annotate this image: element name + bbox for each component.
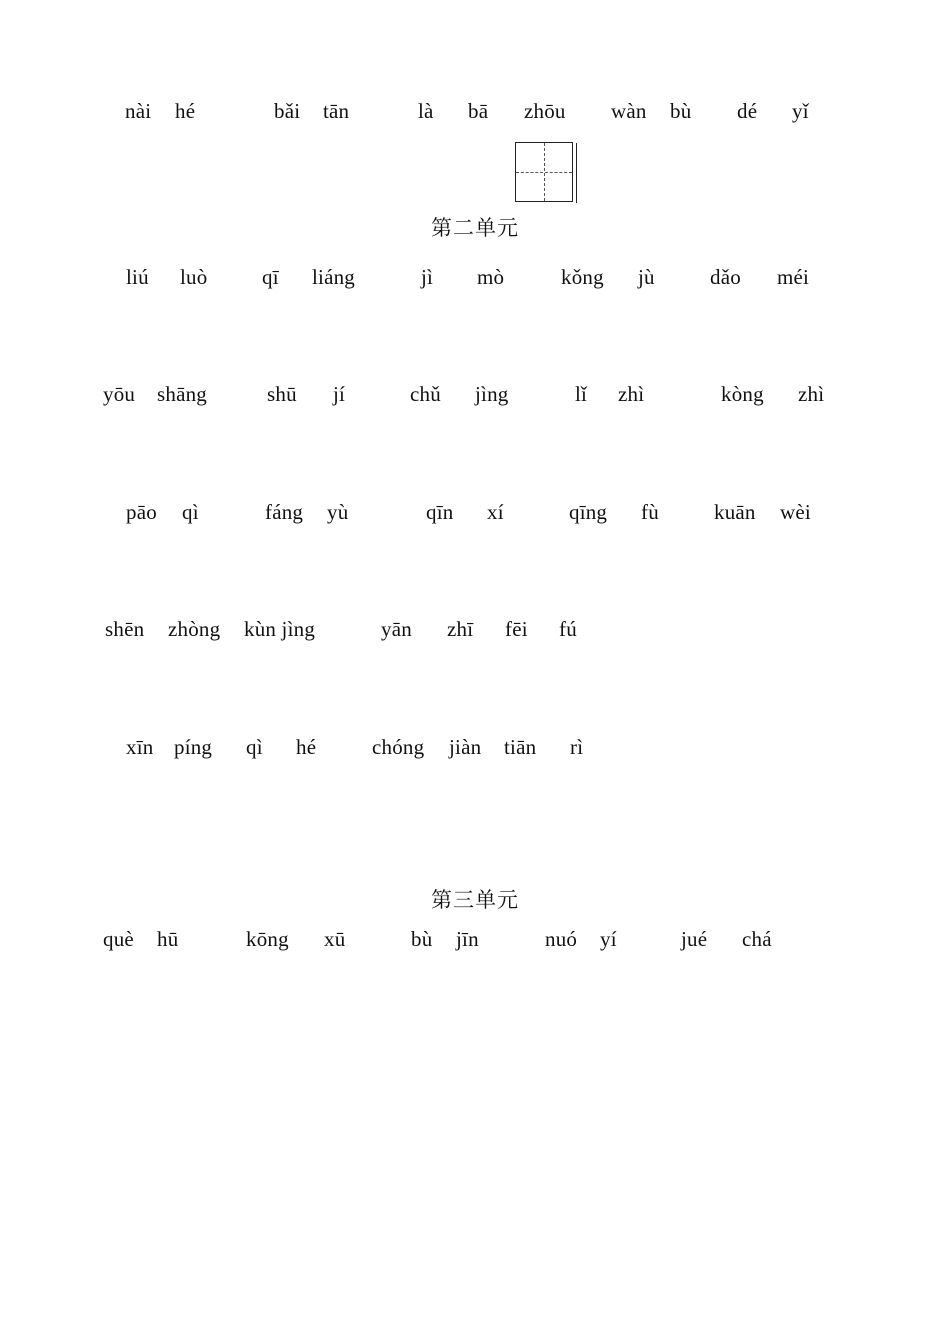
pinyin-word: fù: [641, 500, 659, 524]
pinyin-word: zhòng: [168, 617, 221, 641]
pinyin-word: kōng: [246, 927, 289, 951]
pinyin-word: dǎo: [710, 265, 741, 289]
pinyin-word: wàn: [611, 99, 647, 123]
writing-grid-box: [515, 142, 573, 202]
unit-three-heading: 第三单元: [431, 888, 519, 912]
pinyin-word: yù: [327, 500, 349, 524]
pinyin-word: hé: [296, 735, 317, 759]
pinyin-word: fú: [559, 617, 577, 641]
pinyin-word: dé: [737, 99, 758, 123]
pinyin-word: bǎi: [274, 99, 301, 123]
grid-edge-line: [576, 143, 577, 203]
pinyin-word: chǔ: [410, 382, 441, 406]
pinyin-word: fēi: [505, 617, 528, 641]
pinyin-word: bā: [468, 99, 489, 123]
pinyin-word: méi: [777, 265, 810, 289]
pinyin-word: qī: [262, 265, 279, 289]
pinyin-word: kǒng: [561, 265, 604, 289]
pinyin-word: shēn: [105, 617, 145, 641]
pinyin-word: zhì: [618, 382, 645, 406]
pinyin-word: lǐ: [575, 382, 588, 406]
pinyin-word: píng: [174, 735, 213, 759]
pinyin-word: xīn: [126, 735, 154, 759]
pinyin-word: yān: [381, 617, 412, 641]
pinyin-word: hū: [157, 927, 179, 951]
pinyin-word: shāng: [157, 382, 207, 406]
pinyin-word: zhì: [798, 382, 825, 406]
pinyin-word: là: [418, 99, 434, 123]
pinyin-word: qīng: [569, 500, 608, 524]
pinyin-word: wèi: [780, 500, 811, 524]
pinyin-word: yǐ: [792, 99, 809, 123]
pinyin-word: jìng: [475, 382, 509, 406]
pinyin-word: tān: [323, 99, 350, 123]
pinyin-word: fáng: [265, 500, 304, 524]
pinyin-word: liáng: [312, 265, 355, 289]
pinyin-word: jù: [638, 265, 655, 289]
pinyin-word: què: [103, 927, 134, 951]
pinyin-word: qì: [182, 500, 199, 524]
pinyin-word: chá: [742, 927, 772, 951]
pinyin-word: kòng: [721, 382, 764, 406]
pinyin-word: jiàn: [449, 735, 482, 759]
pinyin-word: jué: [681, 927, 708, 951]
pinyin-word: xí: [487, 500, 504, 524]
pinyin-word: rì: [570, 735, 584, 759]
pinyin-word: shū: [267, 382, 297, 406]
pinyin-word: zhōu: [524, 99, 566, 123]
pinyin-word: bù: [670, 99, 692, 123]
unit-two-heading: 第二单元: [431, 216, 519, 240]
pinyin-word: luò: [180, 265, 208, 289]
pinyin-word: mò: [477, 265, 505, 289]
pinyin-word: tiān: [504, 735, 537, 759]
pinyin-word: bù: [411, 927, 433, 951]
pinyin-word: qì: [246, 735, 263, 759]
pinyin-word: xū: [324, 927, 346, 951]
pinyin-word: pāo: [126, 500, 157, 524]
pinyin-word: liú: [126, 265, 149, 289]
grid-horizontal-guide: [516, 172, 572, 173]
pinyin-word: kuān: [714, 500, 756, 524]
pinyin-word: hé: [175, 99, 196, 123]
pinyin-word: yōu: [103, 382, 136, 406]
pinyin-word: qīn: [426, 500, 454, 524]
pinyin-word: jí: [333, 382, 346, 406]
pinyin-word: kùn jìng: [244, 617, 316, 641]
pinyin-word: nài: [125, 99, 152, 123]
pinyin-word: nuó: [545, 927, 578, 951]
pinyin-word: yí: [600, 927, 617, 951]
pinyin-word: chóng: [372, 735, 425, 759]
pinyin-word: zhī: [447, 617, 474, 641]
pinyin-word: jīn: [456, 927, 479, 951]
pinyin-word: jì: [421, 265, 434, 289]
